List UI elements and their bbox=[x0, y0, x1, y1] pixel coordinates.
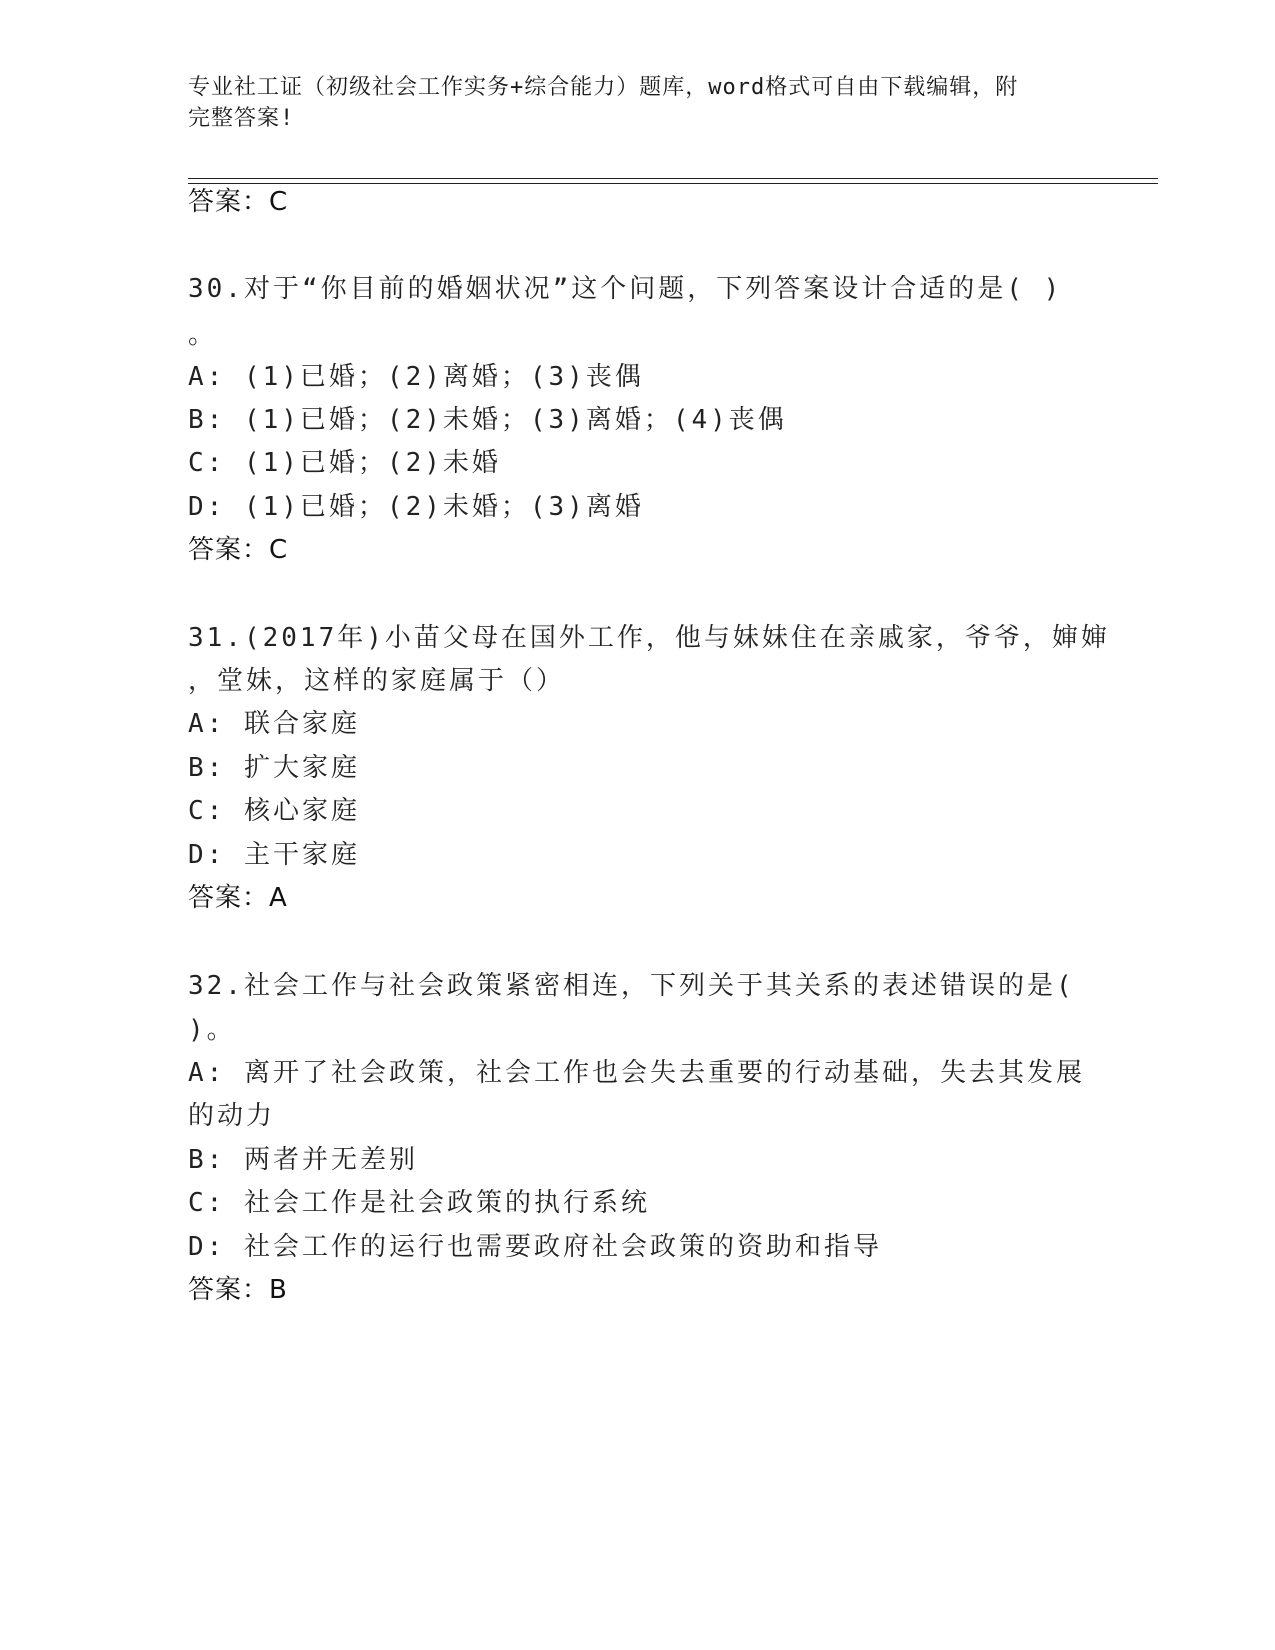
q30-option-a: A: (1)已婚；(2)离婚；(3)丧偶 bbox=[188, 362, 644, 392]
q32-option-d: D: 社会工作的运行也需要政府社会政策的资助和指导 bbox=[188, 1232, 882, 1262]
header-line-2: 完整答案! bbox=[188, 106, 295, 131]
q32-option-c: C: 社会工作是社会政策的执行系统 bbox=[188, 1188, 650, 1218]
q31-option-a: A: 联合家庭 bbox=[188, 709, 360, 739]
q30-stem-line-1: 30.对于“你目前的婚姻状况”这个问题，下列答案设计合适的是( ) bbox=[188, 274, 1063, 304]
q31-option-c: C: 核心家庭 bbox=[188, 796, 360, 826]
q30-option-c: C: (1)已婚；(2)未婚 bbox=[188, 448, 501, 478]
prev-answer: 答案：C bbox=[188, 187, 289, 217]
header-divider-top bbox=[188, 178, 1158, 179]
q32-option-a-line-1: A: 离开了社会政策，社会工作也会失去重要的行动基础，失去其发展 bbox=[188, 1058, 1085, 1088]
header-divider-bottom bbox=[188, 183, 1158, 184]
q30-stem-line-2: 。 bbox=[188, 320, 218, 350]
q32-answer: 答案：B bbox=[188, 1275, 288, 1305]
q32-option-b: B: 两者并无差别 bbox=[188, 1145, 418, 1175]
q32-stem-line-2: )。 bbox=[188, 1015, 236, 1045]
q30-option-d: D: (1)已婚；(2)未婚；(3)离婚 bbox=[188, 492, 644, 522]
q31-option-d: D: 主干家庭 bbox=[188, 840, 360, 870]
q31-answer: 答案：A bbox=[188, 883, 288, 913]
q31-option-b: B: 扩大家庭 bbox=[188, 753, 360, 783]
q30-answer: 答案：C bbox=[188, 535, 289, 565]
q30-option-b: B: (1)已婚；(2)未婚；(3)离婚；(4)丧偶 bbox=[188, 405, 787, 435]
q31-stem-line-2: ，堂妹，这样的家庭属于（） bbox=[188, 666, 566, 696]
q32-stem-line-1: 32.社会工作与社会政策紧密相连，下列关于其关系的表述错误的是( bbox=[188, 971, 1075, 1001]
header-line-1: 专业社工证（初级社会工作实务+综合能力）题库，word格式可自由下载编辑，附 bbox=[188, 75, 1019, 100]
q32-option-a-line-2: 的动力 bbox=[188, 1101, 276, 1131]
page-header bbox=[188, 72, 1088, 134]
q31-stem-line-1: 31.(2017年)小苗父母在国外工作，他与妹妹住在亲戚家，爷爷，婶婶 bbox=[188, 623, 1110, 653]
